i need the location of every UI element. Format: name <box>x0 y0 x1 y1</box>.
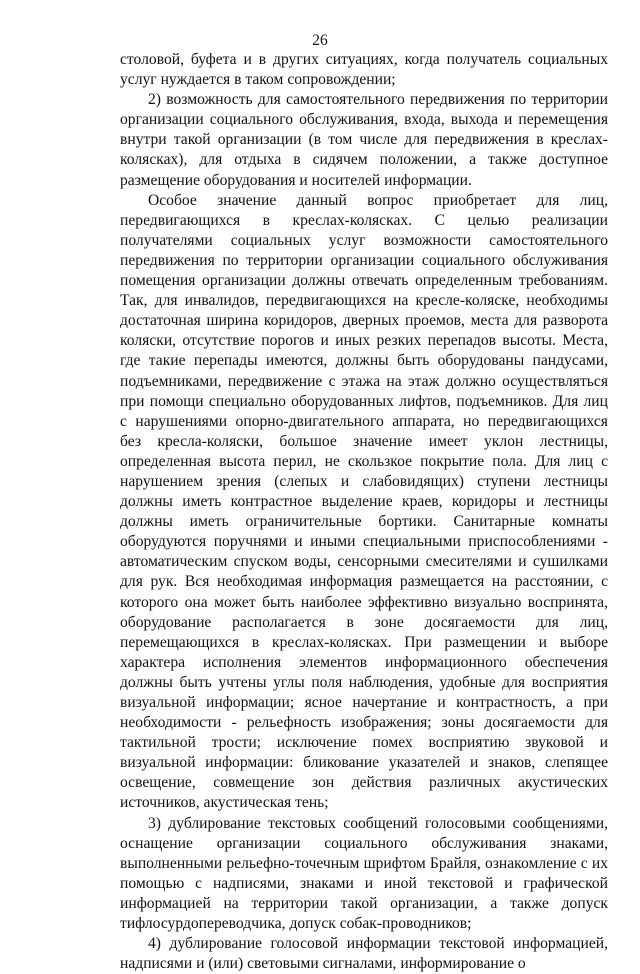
paragraph-continuation: столовой, буфета и в других ситуациях, когда получатель социальных услуг нуждается в таком сопровождении; <box>120 51 608 89</box>
paragraph-item-4: 4) дублирование голосовой информации текстовой информацией, надписями и (или) световыми сигналами, информирование о <box>120 935 608 973</box>
paragraph-special-importance: Особое значение данный вопрос приобретает для лиц, передвигающихся в креслах-колясках. С целью реализации получателями социальных услуг возможности самостоятельного передвижения по территории организации социального обслуживания помещения организации должны отвечать определенным требованиям. Так, для инвалидов, передвигающихся на кресле-коляске, необходимы достаточная ширина коридоров, дверных проемов, места для разворота коляски, отсутствие порогов и иных резких перепадов высоты. Места, где такие перепады имеются, должны быть оборудованы пандусами, подъемниками, передвижение с этажа на этаж должно осуществляться при помощи специально оборудованных лифтов, подъемников. Для лиц с нарушениями опорно-двигательного аппарата, но передвигающихся без кресла-коляски, большое значение имеет уклон лестницы, определенная высота перил, не скользкое покрытие пола. Для лиц с нарушением зрения (слепых и слабовидящих) ступени лестницы должны иметь контрастное выделение краев, коридоры и лестницы должны иметь ограничительные бортики. Санитарные комнаты оборудуются поручнями и иными специальными приспособлениями - автоматическим спуском воды, сенсорными смесителями и сушилками для рук. Вся необходимая информация размещается на расстоянии, с которого она может быть наиболее эффективно визуально воспринята, оборудование располагается в зоне досягаемости для лиц, перемещающихся в креслах-колясках. При размещении и выборе характера исполнения элементов информационного обеспечения должны быть учтены углы поля наблюдения, удобные для восприятия визуальной информации; ясное начертание и контрастность, а при необходимости - рельефность изображения; зоны досягаемости для тактильной трости; исключение помех восприятию звуковой и визуальной информации: бликование указателей и знаков, слепящее освещение, совмещение зон действия различных акустических источников, акустическая тень; <box>120 191 608 812</box>
paragraph-item-3: 3) дублирование текстовых сообщений голосовыми сообщениями, оснащение организации социального обслуживания знаками, выполненными рельефно-точечным шрифтом Брайля, ознакомление с их помощью с надписями, знаками и иной текстовой и графической информацией на территории такой организации, а также допуск тифлосурдопереводчика, допуск собак-проводников; <box>120 814 608 933</box>
page-number: 26 <box>312 32 328 49</box>
paragraph-item-2: 2) возможность для самостоятельного передвижения по территории организации социального обслуживания, входа, выхода и перемещения внутри такой организации (в том числе для передвижения в креслах-колясках), для отдыха в сидячем положении, а также доступное размещение оборудования и носителей информации. <box>120 91 608 189</box>
document-body <box>120 50 608 974</box>
